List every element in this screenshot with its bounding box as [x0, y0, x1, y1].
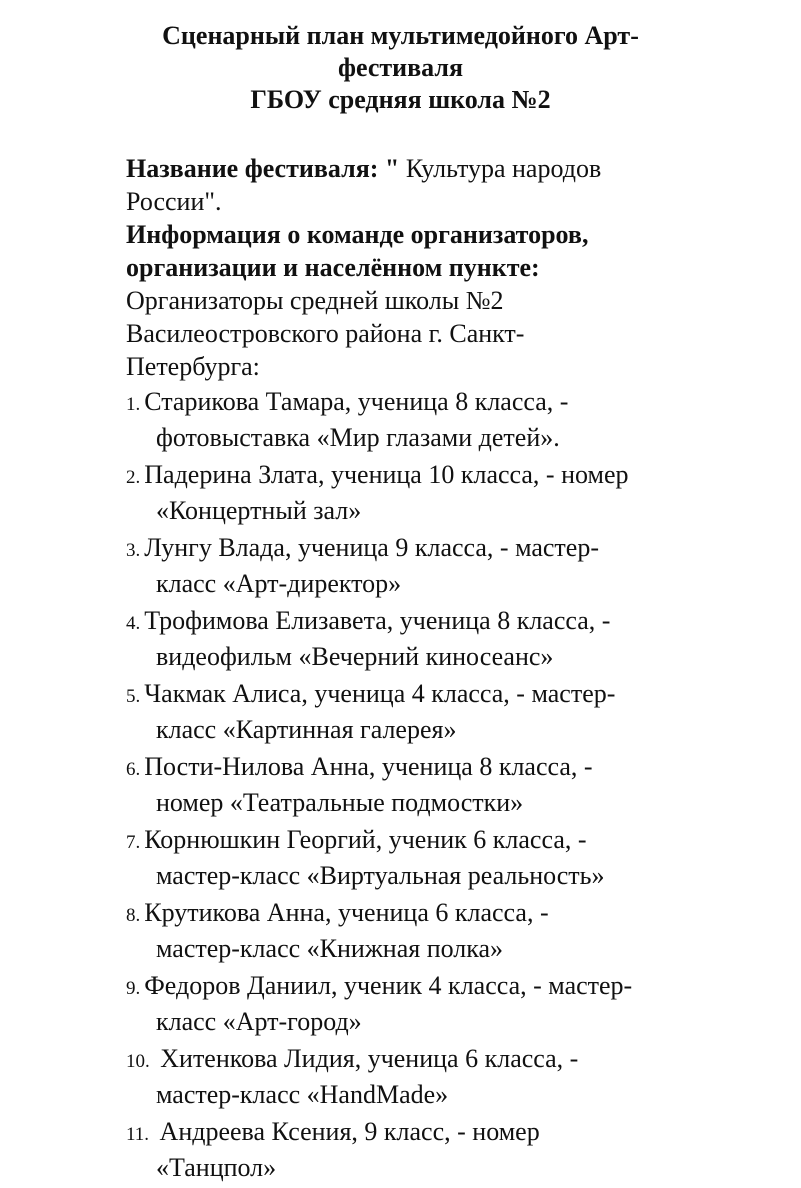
- item-text: мастер-класс «Виртуальная реальность»: [156, 861, 605, 890]
- item-text: Федоров Даниил, ученик 4 класса, - мастер-: [144, 971, 633, 1000]
- festival-name-continuation: России".: [126, 187, 222, 216]
- item-number: 11.: [126, 1124, 150, 1145]
- document-title: [0, 20, 801, 116]
- item-text: Падерина Злата, ученица 10 класса, - номер: [144, 460, 629, 489]
- item-text: мастер-класс «HandMade»: [156, 1080, 449, 1109]
- item-text: Трофимова Елизавета, ученица 8 класса, -: [144, 606, 611, 635]
- item-text: Чакмак Алиса, ученица 4 класса, - мастер-: [144, 679, 616, 708]
- item-text: Андреева Ксения, 9 класс, - номер: [153, 1117, 540, 1146]
- item-text: фотовыставка «Мир глазами детей».: [156, 423, 560, 452]
- team-info-text: Петербурга:: [126, 352, 260, 381]
- team-info-text: Организаторы средней школы №2: [126, 286, 504, 315]
- item-number: 5.: [126, 686, 141, 707]
- item-number: 6.: [126, 759, 141, 780]
- list-item: [126, 1042, 766, 1111]
- item-text: класс «Картинная галерея»: [156, 715, 457, 744]
- list-item: [126, 604, 766, 673]
- festival-name-line: [126, 152, 766, 185]
- item-text: Лунгу Влада, ученица 9 класса, - мастер-: [144, 533, 599, 562]
- item-number: 3.: [126, 540, 141, 561]
- item-text: Хитенкова Лидия, ученица 6 класса, -: [153, 1044, 579, 1073]
- title-line: ГБОУ средняя школа №2: [250, 85, 551, 114]
- item-text: «Концертный зал»: [156, 496, 362, 525]
- list-item: [126, 531, 766, 600]
- item-text: класс «Арт-город»: [156, 1007, 362, 1036]
- item-number: 9.: [126, 978, 141, 999]
- festival-name-value: Культура народов: [399, 154, 602, 183]
- organizers-list: [126, 385, 766, 1184]
- document-body: [126, 152, 766, 1188]
- item-text: номер «Театральные подмостки»: [156, 788, 524, 817]
- list-item: [126, 750, 766, 819]
- item-text: Пости-Нилова Анна, ученица 8 класса, -: [144, 752, 593, 781]
- item-number: 7.: [126, 832, 141, 853]
- team-info-text: Василеостровского района г. Санкт-: [126, 319, 525, 348]
- team-info-heading: организации и населённом пункте:: [126, 253, 540, 282]
- list-item: [126, 1115, 766, 1184]
- list-item: [126, 677, 766, 746]
- list-item: [126, 969, 766, 1038]
- item-number: 10.: [126, 1051, 150, 1072]
- item-number: 1.: [126, 394, 141, 415]
- title-line: Сценарный план мультимедойного Арт-: [162, 21, 639, 50]
- list-item: [126, 458, 766, 527]
- item-text: Крутикова Анна, ученица 6 класса, -: [144, 898, 549, 927]
- team-info-heading: Информация о команде организаторов,: [126, 220, 589, 249]
- item-text: видеофильм «Вечерний киносеанс»: [156, 642, 554, 671]
- item-number: 4.: [126, 613, 141, 634]
- festival-name-label: Название фестиваля: ": [126, 154, 400, 183]
- title-line: фестиваля: [337, 53, 464, 82]
- list-item: [126, 896, 766, 965]
- item-text: мастер-класс «Книжная полка»: [156, 934, 504, 963]
- item-text: Корнюшкин Георгий, ученик 6 класса, -: [144, 825, 587, 854]
- item-text: «Танцпол»: [156, 1153, 277, 1182]
- item-text: Старикова Тамара, ученица 8 класса, -: [144, 387, 569, 416]
- list-item: [126, 385, 766, 454]
- list-item: [126, 823, 766, 892]
- item-text: класс «Арт-директор»: [156, 569, 402, 598]
- item-number: 8.: [126, 905, 141, 926]
- item-number: 2.: [126, 467, 141, 488]
